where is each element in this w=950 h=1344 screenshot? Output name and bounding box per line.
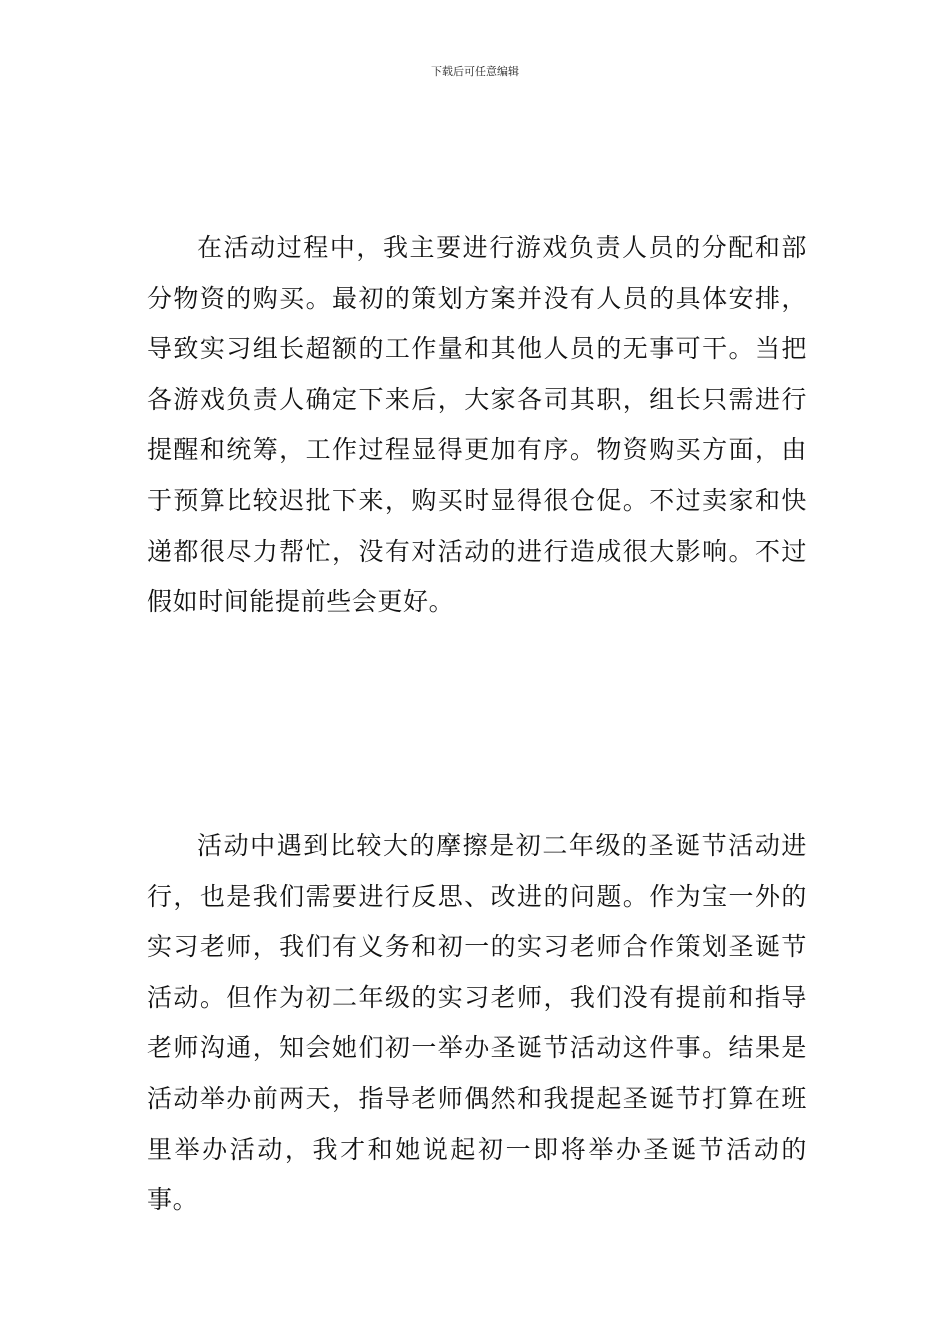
page-header: 下载后可任意编辑 <box>431 65 519 78</box>
body-paragraph-2: 活动中遇到比较大的摩擦是初二年级的圣诞节活动进行，也是我们需要进行反思、改进的问题。作为宝一外的实习老师，我们有义务和初一的实习老师合作策划圣诞节活动。但作为初二年级的实习老师，我们没有提前和指导老师沟通，知会她们初一举办圣诞节活动这件事。结果是活动举办前两天，指导老师偶然和我提起圣诞节打算在班里举办活动，我才和她说起初一即将举办圣诞节活动的事。 <box>147 831 807 1215</box>
body-paragraph-1: 在活动过程中，我主要进行游戏负责人员的分配和部分物资的购买。最初的策划方案并没有人员的具体安排，导致实习组长超额的工作量和其他人员的无事可干。当把各游戏负责人确定下来后，大家各司其职，组长只需进行提醒和统筹，工作过程显得更加有序。物资购买方面，由于预算比较迟批下来，购买时显得很仓促。不过卖家和快递都很尽力帮忙，没有对活动的进行造成很大影响。不过假如时间能提前些会更好。 <box>147 233 807 617</box>
